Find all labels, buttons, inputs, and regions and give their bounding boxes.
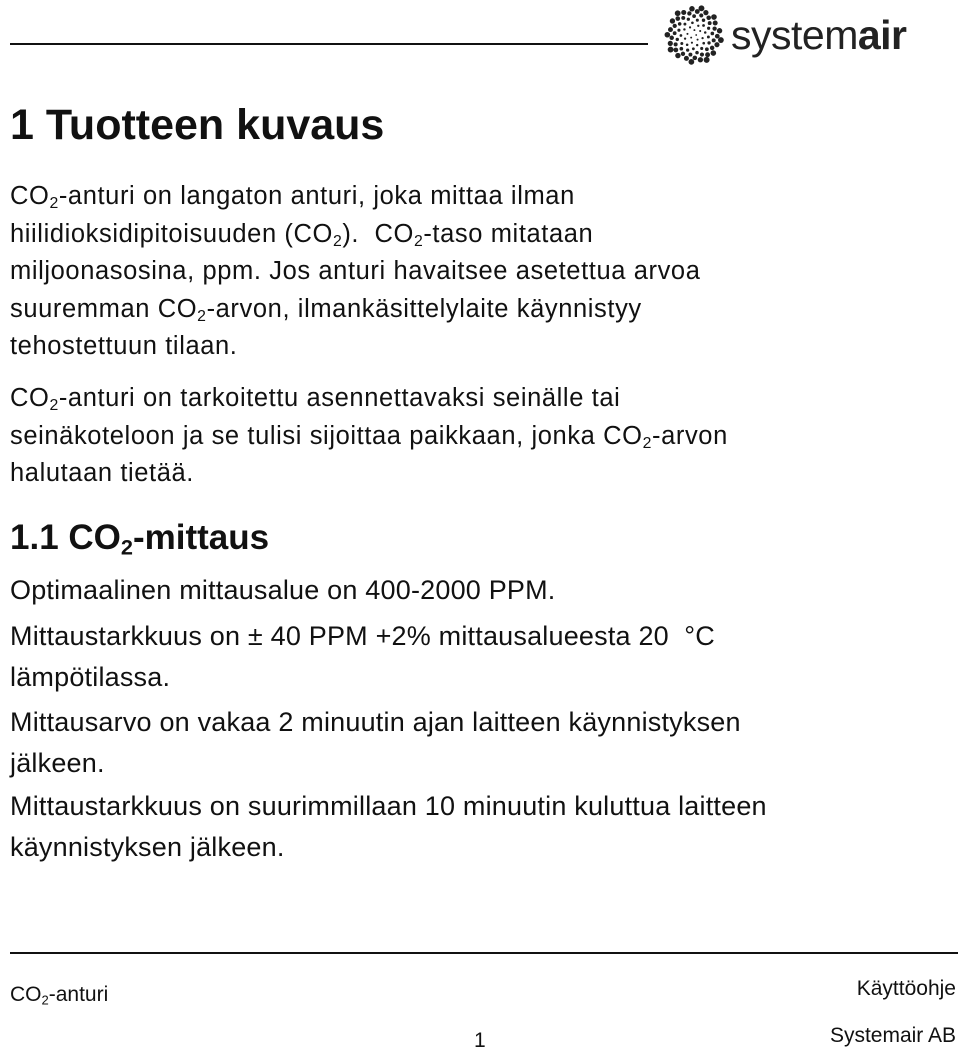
footer-document-type: Käyttöohje	[856, 977, 956, 1000]
logo-dot	[687, 18, 690, 21]
logo-dot	[695, 34, 697, 36]
logo-dot	[703, 10, 708, 15]
logo-dot	[668, 47, 674, 53]
logo-dot	[690, 37, 692, 39]
logo-dot	[681, 16, 685, 20]
logo-dot	[676, 38, 679, 41]
intro-line-3: miljoonasosina, ppm. Jos anturi havaitsee asetettua arvoa	[10, 257, 701, 285]
logo-dot	[704, 31, 707, 33]
measurement-accuracy: Mittaustarkkuus on ± 40 PPM +2% mittausalueesta 20 °C lämpötilassa.	[10, 621, 715, 692]
logo-dot	[691, 42, 693, 44]
logo-dot	[675, 16, 680, 21]
logo-dot	[714, 42, 719, 47]
logo-dot	[675, 10, 681, 16]
measurement-best-accuracy: Mittaustarkkuus on suurimmillaan 10 minuutin kuluttua laitteen käynnistyksen jälkeen.	[10, 791, 767, 862]
logo-dot	[704, 57, 710, 63]
intro-line-2: hiilidioksidipitoisuuden $(CO_2)$. $CO_2$-taso mitataan	[10, 219, 594, 250]
logo-dot	[699, 13, 703, 17]
page-title: 1 Tuotteen kuvaus	[10, 101, 385, 149]
logo-dot	[673, 24, 677, 28]
logo-dot	[697, 25, 699, 27]
logo-dot	[702, 18, 705, 21]
placement-line-2: seinäkoteloon ja se tulisi sijoittaa paikkaan, jonka $CO_2$-arvon	[10, 421, 728, 452]
intro-paragraph	[10, 178, 950, 366]
logo-dot	[701, 37, 703, 39]
header-rule	[10, 43, 648, 45]
logo-dot	[696, 19, 699, 22]
logo-dot	[717, 28, 722, 33]
logo-dot	[697, 39, 699, 41]
logo-dot	[684, 56, 689, 61]
placement-line-3: halutaan tietää.	[10, 459, 194, 487]
logo-dot	[705, 47, 709, 51]
footer-product-name: $CO_2$-anturi	[10, 983, 109, 1008]
logo-dot	[668, 41, 673, 46]
logo-dot	[689, 59, 695, 65]
logo-dot	[668, 27, 673, 32]
logo-dot	[705, 52, 710, 57]
logo-dot	[683, 23, 686, 26]
logo-dot	[681, 52, 685, 56]
footer-rule	[10, 952, 958, 954]
logo-dot	[680, 47, 684, 51]
logo-dot	[677, 29, 680, 32]
logo-dot	[692, 14, 696, 18]
logo-dot	[687, 11, 691, 15]
logo-dot	[691, 21, 694, 24]
intro-line-4: suuremman $CO_2$-arvon, ilmankäsittelylaite käynnistyy	[10, 294, 642, 325]
logo-dot	[702, 42, 705, 45]
logo-dot	[673, 31, 677, 35]
logo-dot	[708, 21, 712, 25]
logo-dot	[686, 33, 688, 35]
logo-dot	[711, 32, 715, 36]
logo-dot	[680, 42, 683, 45]
logo-dot	[686, 49, 689, 52]
logo-dot	[674, 42, 678, 46]
measurement-range: Optimaalinen mittausalue on 400-2000 PPM.	[10, 575, 556, 605]
logo-dot	[700, 52, 704, 56]
logo-dot	[700, 47, 703, 50]
logo-dot	[689, 6, 695, 12]
logo-dot	[670, 18, 675, 23]
logo-dot	[718, 37, 724, 43]
logo-dot	[710, 46, 714, 50]
logo-dot	[702, 24, 705, 27]
logo-dot	[684, 38, 686, 40]
intro-line-1: $CO_2$-anturi on langaton anturi, joka mittaa ilman	[10, 182, 575, 212]
logo-dot	[673, 48, 678, 53]
logo-dot	[678, 22, 682, 26]
footer-company: Systemair AB	[829, 1024, 956, 1047]
logo-text	[731, 11, 907, 58]
placement-line-1: $CO_2$-anturi on tarkoitettu asennettavaksi seinälle tai	[10, 384, 621, 414]
placement-paragraph	[10, 380, 950, 493]
logo-dot	[669, 36, 674, 41]
logo-dot	[698, 57, 703, 62]
logo-dot	[712, 26, 716, 30]
logo-dot	[706, 15, 711, 20]
logo-dot	[699, 5, 705, 11]
intro-line-5: tehostettuun tilaan.	[10, 332, 238, 360]
logo-dot	[689, 26, 691, 28]
logo-dots-icon	[663, 4, 725, 66]
systemair-logo	[663, 3, 959, 67]
logo-dot	[681, 10, 686, 15]
logo-dot	[688, 53, 692, 57]
logo-dot	[699, 30, 701, 32]
logo-dot	[696, 44, 698, 46]
logo-dot	[675, 53, 680, 58]
logo-dot	[693, 56, 698, 61]
measurement-stability: Mittausarvo on vakaa 2 minuutin ajan laitteen käynnistyksen jälkeen.	[10, 707, 741, 778]
logo-dot	[683, 28, 685, 30]
logo-text-bold: air	[857, 11, 907, 58]
logo-dot	[686, 43, 689, 46]
logo-dot	[711, 50, 717, 56]
logo-dot	[680, 34, 683, 37]
logo-dot	[695, 51, 699, 55]
logo-text-regular: system	[731, 11, 858, 58]
logo-dot	[711, 14, 717, 20]
logo-dot	[707, 35, 710, 38]
logo-dot	[665, 32, 671, 38]
logo-dot	[712, 38, 716, 42]
logo-dot	[707, 27, 710, 30]
section-heading-co2-measurement: 1.1 $CO_2$-mittaus	[10, 518, 270, 560]
footer-page-number: 1	[474, 1029, 486, 1052]
logo-dot	[715, 34, 720, 39]
logo-dot	[693, 29, 695, 31]
logo-dot	[692, 47, 695, 50]
logo-dot	[707, 41, 710, 44]
logo-dot	[713, 21, 718, 26]
